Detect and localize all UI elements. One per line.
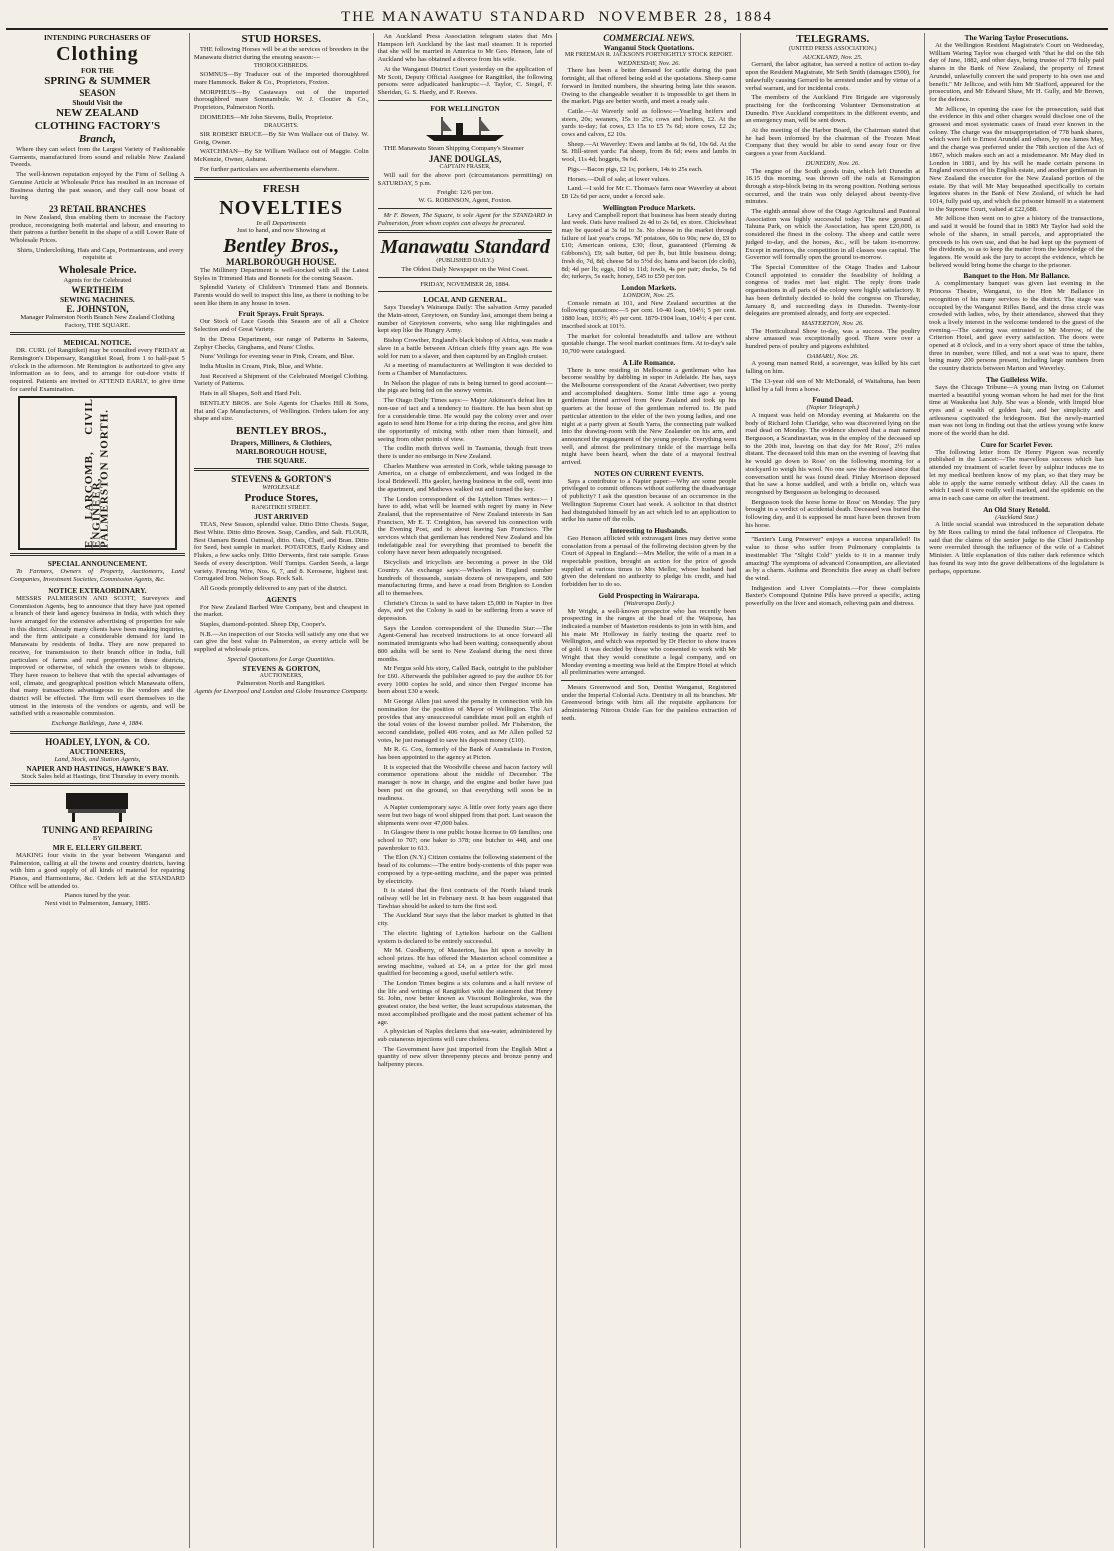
wholesale-price: Wholesale Price. (58, 264, 137, 277)
clothing-for: FOR THE (80, 66, 114, 75)
stock-text: Our Stock of Lace Goods this Season are of all a Choice Selection and of Great Variety. (193, 318, 369, 334)
freight: Freight: 12/6 per ton. (437, 189, 494, 197)
horse-4: SIR ROBERT BRUCE—By Sir Wm Wallace out of Daisy. W. Greig, Owner. (193, 131, 369, 146)
c4-para-13: Mr Wright, a well-known prospector who has recently been prospecting in the ranges at the head of the Waipoua, has indicated a number of Masterton residents to join in with him, and his mate Mr Holloway in fairly testing the quartz reef to Wellington, and which was reported by Dr Hector to show traces of gold. It was decided by those who consented to work with Mr Wright that they would constitute a legal company, and on Monday evening a meeting was held at the Empire Hotel at which all preliminaries were arranged. (561, 607, 737, 677)
column-3 (374, 33, 558, 1548)
clothing-visit: Should Visit the (72, 98, 123, 107)
column-5 (741, 33, 925, 1548)
special-text: To Farmers, Owners of Property, Auctioneers, Land Companies, Investment Societies, Commission Agents, &c. (10, 568, 185, 584)
clothing-factory: CLOTHING FACTORY'S (34, 120, 161, 132)
just-text: Just Received a Shipment of the Celebrated Moeigel Clothing. Variety of Patterns. (193, 372, 369, 388)
wed-date: WEDNESDAY, Nov. 26. (617, 59, 681, 67)
for-wellington: FOR WELLINGTON (430, 103, 500, 113)
clothing-heading: Clothing (56, 43, 139, 65)
c3-para-9: The London correspondent of the Lyttelton Times writes:— I have to add, what will be learned with regret by many in New Zealand, that the representative of New Zealand interests in San Francisco, Mr E. T. Creighton, has severed his connection with the Evening Post, and is about leaving San Francisco. The services which that gentleman has rendered New Zealand and his indefatigable zeal for everything that promised to benefit the colony have never been adequately recognised. (377, 495, 553, 557)
jane-douglas: JANE DOUGLAS, (428, 154, 502, 165)
c3-para-18: In Glasgow there is one public house license to 69 families; one school to 707; one baker to 378; one butcher to 448, and one pawnbroker to 613. (377, 829, 553, 852)
c4-para-3: Sheep.—At Waverley: Ewes and lambs at 9s 6d, 10s 6d. At the St. Hill-street yards: Fat sheep, from 8s 6d; ewes and lambs in wool, 11s 4d; hoggets, 9s 6d. (561, 140, 737, 164)
arrived-line: Just to hand, and now Showing at (236, 227, 326, 235)
c3-para-15: Mr R. G. Cox, formerly of the Bank of Australasia in Foxton, has been appointed to the agency at Picton. (377, 746, 553, 762)
gilbert-name: MR E. ELLERY GILBERT. (52, 842, 143, 852)
c4-para-4: Pigs.—Bacon pigs, £2 1s; porkers, 14s to 25s each. (567, 165, 703, 173)
c5-para-3: At the meeting of the Harbor Board, the Chairman stated that he had been informed by the chairman of the Frozen Meat Company that they would be able to send away four or five cargoes a year from Auckland. (745, 127, 921, 158)
sail-text: Will sail for the above port (circumstances permitting) on SATURDAY, 5 p.m. (377, 172, 553, 187)
hats-text: Hats in all Shapes, Soft and Hard Felt. (199, 390, 302, 398)
dress-text: In the Dress Department, our range of Patterns in Sateens, Zephyr Checks, Ginghams, and Nuns' Cloths. (193, 335, 369, 351)
c6-para-1: At the Wellington Resident Magistrate's Court on Wednesday, William Waring Taylor was charged with "that he did on the 6th day of June, 1882, and other days, being trustee of 778 fully paid shares in the Bank of New Zealand, the property of Ernest Arundel, unlawfully convert the said property to his own use and benefit." Mr Jellicoe, and with him Mr Stafford, appeared for the prosecution, and Mr Edward Shaw, Mr H. Gully, and Mr Brown, for the defence. (929, 42, 1104, 103)
telegrams-heading: TELEGRAMS. (796, 33, 870, 45)
piano-icon (10, 789, 185, 823)
divider (378, 291, 553, 292)
columns (6, 33, 1108, 1548)
c6-para-2: Mr Jellicoe, in opening the case for the prosecution, said that the evidence in this and other charges would disclose one of the grossest and most systematic cases of fraud ever known in the colony. The charge was the misappropriation of 778 bank shares, which were left to Ernest Arundel and others, by one James May, and the charge was preferred under the 78th section of the Act of 1867, which makes such an act a misdemeanor. Mr May died in London in 1881, and by his will he made certain persons in England executors of his English estate, and another gentleman in New Zealand the executor for the New Zealand portion of the estate. By that will Mr May bequeathed specifically to certain legatees shares in the Bank of New Zealand, of which he had 1014, fully paid up, and which the prisoner himself in a statement to the Supreme Court, valued at £22,688. (929, 105, 1104, 213)
sg-insurance: Agents for Liverpool and London and Globe Insurance Company. (194, 687, 368, 695)
c3-para-19: The Elon (N.Y.) Citizen contains the following statement of the head of its columns:—The entire body-contents of this paper was composed by a type-setting machine, and the paper was printed by electricity. (377, 854, 553, 885)
found-heading: Found Dead. (812, 395, 854, 405)
wertheim: WERTHEIM (71, 284, 124, 295)
c4-para-5: Horses.—Dull of sale; at lower values. (567, 175, 670, 183)
c4-para-6: Land.—I sold for Mr C. Thomas's farm near Waverley at about £8 12s 6d per acre, under a forced sale. (561, 185, 737, 200)
divider (10, 783, 185, 786)
retail-branches: 23 RETAIL BRANCHES (48, 203, 146, 214)
c5-para-12: "Baxter's Lung Preserver" enjoys a success unparalleled! Its value to those who suffer from Pulmonary complaints is inestimable! The "Slight Cold" yields to it in a manner truly amazing! The symptoms of advanced Consumption, are alleviated as by a charm. Asthma and Bronchitis flee away as chaff before the wind. (745, 536, 921, 582)
hoadley-land: Land, Stock, and Station Agents, (54, 755, 141, 763)
sg-heading: STEVENS & GORTON, (242, 663, 321, 673)
clothing-nz: NEW ZEALAND (56, 107, 139, 119)
notes-heading: NOTES ON CURRENT EVENTS. (594, 468, 704, 478)
c3-para-10: Bicyclists and tricyclists are becoming a power in the Old Country. An exchange says:—Wheelers in England number hundreds of thousands, sustain dozens of newspapers, and 500 manufacturing firms, and have a road from Brighton to London all to themselves. (377, 559, 553, 597)
issue-date: FRIDAY, NOVEMBER 28, 1884. (420, 280, 510, 288)
c3-para-6: The Otago Daily Times says:— Major Atkinson's defeat lies in non-use of tact and a tendency to fissiture. He has been shut up for a considerable time. He would pay the colony over and over again to send him Home for a trip during the recess, and give him the opportunity of mixing with other men than himself, and seeing from other points of view. (377, 397, 553, 443)
sg-palm: Palmerston North and Rangitikei. (236, 680, 326, 688)
agents-line: Agents for the Celebrated (63, 277, 132, 285)
c5-para-4: The engine of the South goods train, which left Dunedin at 18.15 this morning, was thrown off the rails at Kensington through a stop-block being in its wrong position. Nothing serious occurred, and the train was only delayed about twenty-five minutes. (745, 167, 921, 206)
divider (378, 277, 553, 278)
c3-para-23: Mr M. Cuodberry, of Masterton, has hit upon a novelty in school prizes. He has offered the Masterton school committee a sewing machine, valued at £4, as a prize for the girl most qualified for becoming a good, useful settler's wife. (377, 947, 553, 978)
quotes-line: Special Quotations for Large Quantities. (227, 655, 336, 663)
all-goods: All Goods promptly delivered to any part of the district. (199, 584, 348, 592)
c5-para-11: Bergusson took the horse home to Ross' on Monday. The jury brought in a verdict of accidental death. Deceased was buried the following day, and it is supposed he must have been thrown from his horse. (745, 498, 921, 529)
sewing-machines: SEWING MACHINES. (60, 294, 135, 304)
staples-text: Staples, diamond-pointed. Sheep Dip, Cooper's. (199, 621, 327, 629)
c3-para-12: Says the London correspondent of the Dunedin Star:—The Agent-General has received instructions to at once forward all nominated immigrants who had been waiting; consequently about 800 adults will be sent to New Zealand during the next three months. (377, 624, 553, 663)
c4-para-9: The market for colonial breadstuffs and tallow are without quotable change. The wool market continues firm. At to-day's sale 10,700 were catalogued. (561, 332, 737, 355)
india-text: India Muslin in Cream, Pink, Blue, and White. (199, 362, 323, 370)
c5-para-1: Gerrard, the labor agitator, has served a notice of action to-day upon the Resident Magistrate, Mr Seth Smith (damages £500), for unlawfully causing Gerrard to be arrested under and by virtue of a verbal warrant, and for incidental costs. (745, 61, 921, 92)
c3-para-3: Bishop Crowther, England's black bishop of Africa, was made a slave in a battle between African chiefs fifty years ago. He was sold for rum to a slaver, and then captured by an English cruiser. (377, 337, 553, 360)
c4-para-2: Cattle.—At Waverly sold as follows:—Yearling heifers and steers, 20s; weaners, 15s to 25s; cows and heifers, £2. At the yards to-day; fat cows, £3 15s to £5 7s 6d; store cows, £2 2s; cows and calves, £2 10s. (561, 107, 737, 139)
gold-sub: (Wairarapa Daily.) (623, 599, 675, 607)
clothing-text-3: in New Zealand, thus enabling them to increase the Factory produce, reconsigning both material and labour, and ensuring to their patrons a further benefit in the shape of a still Lower Rate of Wholesale Prices. (10, 213, 185, 245)
guileless-heading: The Guileless Wife. (985, 374, 1048, 384)
c6-para-7: A little social scandal was introduced in the separation debate by Mr Rees calling to mind the fatal influence of Cleopatra. He said that the claims of the senior judge to the Chief Justiceship were overruled through the influence of the wife of a Cabinet Minister. A little explanation of this rather dark reference which has found its way into the grave deliberations of the legislature is perhaps, opportune. (929, 521, 1104, 575)
c3-para-20: It is stated that the first contracts of the North Island trunk railway will be let in February next. It has been suggested that Tawhiao should be asked to turn the first sod. (377, 887, 553, 910)
wanganui-heading: Wanganui Stock Quotations. (603, 43, 695, 52)
clothing-season: SPRING & SUMMER (44, 75, 151, 87)
c3-para-21: The Auckland Star says that the labor market is glutted in that city. (377, 912, 553, 928)
just-arrived: JUST ARRIVED (254, 512, 309, 522)
marlborough-heading-2: MARLBOROUGH HOUSE, (235, 446, 327, 456)
divider (10, 731, 185, 734)
hoadley-sales: Stock Sales held at Hastings, first Thursday in every month. (21, 772, 180, 780)
hoadley-auct: AUCTIONEERS, (69, 746, 126, 756)
produce-heading: Produce Stores, (244, 491, 318, 504)
c3-para-2: Says Tuesday's Wairarapa Daily: The salvation Army paraded the Main-street, Greytown, on Sunday last, amongst them being a number of Greytown converts, who sang like nightingales and kept step like the Hungry Army. (377, 304, 553, 335)
c4-para-11: Says a contributor to a Napier paper:—Why are some people privileged to commit offences without suffering the disadvantage of publicity? I ask the question because of an occurrence in the Wellington Supreme Court last week. A solicitor in that district had disinguished himself by an act which led to an application to strike his name off the rolls. (561, 477, 737, 524)
medical-heading: MEDICAL NOTICE. (63, 338, 132, 348)
stevens-heading: STEVENS & GORTON'S (231, 473, 332, 484)
cure-heading: Cure for Scarlet Fever. (980, 439, 1053, 449)
larcomb-card (18, 396, 177, 550)
c3-para-11: Christie's Circus is said to have taken £5,000 in Napier in five days, and yet the Colony is said to be suffering from a wave of depression. (377, 599, 553, 623)
ship-text: THE Manawatu Steam Shipping Company's Steamer (383, 144, 524, 152)
divider (378, 230, 553, 233)
bentley-heading-2: BENTLEY BROS., (236, 424, 327, 437)
c6-para-4: A complimentary banquet was given last evening in the Princess Theatre, Wanganui, to the Hon Mr Ballance in recognition of his many services to the district. The stage was occupied by the Wanganui Rifles Band, and the dress circle was crowded with ladies, who, by their attendance, showed that they took a lively interest in the welcome tendered to the guest of the evening.—The catering was entrusted to Mr Morrow, of the Criterion Hotel, and gave every satisfaction. The doors were opened at 8 o'clock, and in a very short space of time the tables, three in number, were filled, and not a seat was to spare, there being many 200 persons present, including large numbers from the country districts between Marton and Waverley. (929, 280, 1104, 373)
auckland-date: AUCKLAND, Nov. 25. (803, 53, 863, 61)
masthead-title: THE MANAWATU STANDARD (341, 8, 587, 25)
commercial-heading: COMMERCIAL NEWS. (603, 33, 695, 43)
bentley-heading: Bentley Bros., (223, 234, 340, 257)
divider (194, 177, 369, 180)
nuns-text: Nuns' Veilings for evening wear in Pink, Cream, and Blue. (199, 353, 355, 361)
banquet-heading: Banquet to the Hon. Mr Ballance. (963, 271, 1070, 281)
ship-agent: W. G. ROBINSON, Agent, Foxton. (418, 197, 512, 205)
divider (745, 532, 920, 533)
c4-para-10: There is now residing in Melbourne a gentleman who has become wealthy by dabbling in super in Adelaide. He has, says the Melbourne correspondent of the Ararat Advertiser, two pretty and accomplished daughters. Some little time ago a young gentleman friend arrived from New Zealand and took up his quarters at the house of the gentleman referred to. He paid particular attention to the elder of the two young ladies, and one night at a party given at South Yarra, the connecting pair walked into the drawing-room with the New Zealander on his arm, and announced the engagement of the young people. Everything went well, and almost the preliminary tinkle of the marriage bells might have been heard, when the date of a mayoral festival arrived. (561, 366, 737, 467)
next-visit: Next visit to Palmerston, January, 1885. (44, 900, 151, 908)
divider (194, 468, 369, 471)
special-heading: SPECIAL ANNOUNCEMENT. (47, 559, 148, 569)
old-story-sub: (Auckland Star.) (995, 513, 1038, 521)
clothing-text-4: Shirts, Underclothing, Hats and Caps, Portmanteaus, and every requisite at (17, 246, 184, 262)
nb-text: N.B.—An inspection of our Stocks will satisfy any one that we can give the best value in Palmerston, as every article will be supplied at wholesale prices. (193, 630, 369, 654)
clothing-branch: Branch, (78, 133, 116, 145)
clothing-text-1: Where they can select from the Largest Variety of Fashionable Garments, manufactured from sound and reliable New Zealand Tweeds. (10, 146, 185, 169)
extra-heading: NOTICE EXTRAORDINARY. (48, 585, 147, 595)
dunedin-date: DUNEDIN, Nov. 26. (805, 159, 860, 167)
interesting-heading: Interesting to Husbands. (610, 525, 688, 535)
c5-para-13: Indigestion and Liver Complaints.—For these complaints Baxter's Compound Quinine Pills have proved a specific, acting powerfully on the liver and stomach, relieving pain and distress. (745, 584, 921, 608)
copies-text: Mr F. Bowen, The Square, is sole Agent for the STANDARD in Palmerston, from whom copies can always be procured. (377, 211, 553, 227)
c4-para-7: Levy and Campbell report that business has been steady during last week. Oats have realised 2s 4d to 2s 6d, ex store. Chickwheat may be quoted at 3s 6d to 3s. No cheese in the market through failure of last year's crops. 'M' potatoes, 60s to 90s; new do, £9 to £10; American onions, £30; flour, guaranteed (Fleming & Gibbons's), £9; salt butter, 6d per lb, but little business doing; fresh do, 7d, 8d; cheese 5d to 5½d do; hams and bacon (do cloth), 8d; 4d per lb; eggs, 10d to 11d; fowls, 4s per pair; ducks, 5s 6d do; turkeys, 5s each; honey, £45 to £50 per ton. (561, 211, 737, 281)
c3-para-14: Mr George Allen just saved the penalty in connection with his nomination for the position of Mayor of Wellington. The Act provides that any unsuccessful candidate must poll an eighth of the total votes of the lowest number polled. Mr Fisherston, the second candidate, polled 406 votes, and as Mr Allen polled 52 votes, he just managed to save his deposit money (£10). (377, 698, 553, 744)
manager-line: Manager Palmerston North Branch New Zealand Clothing Factory, THE SQUARE. (20, 313, 175, 329)
larcomb-text: E. LARCOMB, CIVIL ENGINEER, PALMERSTON NORTH. (82, 398, 111, 549)
marlborough-heading: MARLBOROUGH HOUSE. (225, 256, 337, 267)
c4-para-12: Geo Henson afflicted with extravagant lines may derive some consolation from a perusal of the following decision given by the Court of Appeal in England:—Mrs Mellor, the wife of a man in a respectable position, brought an action for the price of goods supplied at various times to Mrs Mellor, whose husband had given the defendant no authority to pledge his credit, and had forbidden her to do so. (561, 534, 737, 589)
column-4 (557, 33, 741, 1548)
life-heading: A Life Romance. (622, 357, 676, 367)
oldest-line: The Oldest Daily Newspaper on the West Coast. (401, 265, 529, 273)
local-heading: LOCAL AND GENERAL. (423, 295, 507, 305)
column-2 (190, 33, 374, 1548)
barbed-text: For New Zealand Barbed Wire Company, best and cheapest in the market. (193, 603, 369, 619)
oamaru-date: OAMARU, Nov. 26. (806, 352, 859, 360)
horse-5: WATCHMAN—By Sir William Wallace out of Maggie. Colin McKenzie, Owner, Ashurst. (193, 148, 369, 164)
c3-para-0: An Auckland Press Association telegram states that Mrs Hampson left Auckland by the last mail steamer. It is reported that she will be married in America to Mr Geo. Henson, late of Auckland who has obtained a divorce from his wife. (377, 33, 553, 64)
c3-para-17: A Napier contemporary says: A little over forty years ago there were but two bags of wool shipped from that port. Last season the shipments were over 47,000 bales. (377, 804, 553, 827)
found-sub: (Napier Telegraph.) (806, 404, 859, 412)
old-story-heading: An Old Story Retold. (983, 504, 1051, 514)
c6-para-3: Mr Jellicoe then went on to give a history of the transactions, and said it would be found that in 1883 Mr Taylor had sold the whole of the shares, in small parcels, and appropriated the proceeds to his own use, and that he had kept up the payment of the dividends, so as to keep the matter from the knowledge of the legatees. He would ask the jury to accept the evidence, which he believed would bring home the charge to the prisoner. (929, 215, 1104, 269)
millinery-text: The Millinery Department is well-stocked with all the Latest Styles in Trimmed Hats and Bonnets for the coming Season. (193, 266, 369, 282)
medical-text: DR. CURL (of Rangitikei) may be consulted every FRIDAY at Remington's Dispensary, Rangitikei Road, from 1 to half-past 5 o'clock in the afternoon. Mr Remington is authorized to give any information as to fees, and to arrange for out-door visits if required. Patients are invited to ATTEND EARLY, to give time for careful Examination. (10, 347, 185, 393)
c3-para-22: The electric lighting of Lyttelton harbour on the Gallieni system is declared to be entirely successful. (377, 929, 553, 945)
square-heading: THE SQUARE. (256, 455, 307, 465)
tuning-by: BY (92, 835, 102, 843)
c3-para-7: The codlin moth thrives well in Tasmania, though fruit trees there is under no embargo in New Zealand. (377, 445, 553, 461)
waring-heading: The Waring Taylor Prosecutions. (964, 33, 1069, 42)
c3-para-1: At the Wanganui District Court yesterday on the application of Mr Scott, Deputy Official Assignee for Rangitikei, the following persons were adjudicated bankrupts:—J. Taylor, C. Siegel, F. Sheridan, G. S. Hardy, and F. Reeves. (377, 65, 553, 96)
c3-para-8: Charles Matthew was arrested in Cork, while taking passage to America, on a charge of embezzlement, and was lodged in the local Bridewell. His gaoler, having business in the cell, went into the apartment, and Mathews walked out and turned the key. (377, 462, 553, 493)
column-1 (6, 33, 190, 1548)
clothing-intro: INTENDING PURCHASERS OF (44, 33, 151, 42)
agents-heading: AGENTS (266, 594, 297, 604)
c5-para-6: The Special Committee of the Otago Trades and Labour Council appointed to consider the feasibility of holding a congress of trades met last night. The reply from trade organisations in all parts of the colony were highly satisfactory. It has been definitely decided to hold the congress on Thursday, January 8, and succeeding days in Dunedin. Twenty-four delegates are promised already, and forty are expected. (745, 263, 921, 318)
divider (10, 332, 185, 335)
press-assoc: (UNITED PRESS ASSOCIATION.) (788, 46, 877, 52)
published-daily: (PUBLISHED DAILY.) (436, 258, 494, 265)
c5-para-8: A young man named Reid, a scavenger, was killed by his cart falling on him. (745, 360, 921, 376)
masthead (6, 6, 1108, 30)
clothing-text-2: The well-known reputation enjoyed by the Firm of Selling A Genuine Article at Wholesale Price has resulted in an increase of Business during the past season, and they call now boast of having (10, 171, 185, 202)
rangitikei-street: RANGITIKEI STREET. (251, 504, 311, 511)
divider (10, 553, 185, 556)
stud-further: For further particulars see advertisements elsewhere. (199, 165, 339, 173)
paper-title: Manawatu Standard (380, 236, 550, 259)
wholesale-label: WHOLESALE (262, 483, 301, 491)
c3-para-13: Mr Fergus sold his story, Called Back, outright to the publisher for £60. Afterwards the publisher agreed to pay the author £6 for every 1000 copies he sold, and since then Fergus' income has been about £30 a week. (377, 665, 553, 696)
sprays-heading: Fruit Sprays. Fruit Sprays. (238, 309, 325, 319)
c4-para-14: Messrs Greenwood and Son, Dentist Wanganui, Registered under the Imperial Colonial Acts. Dentistry in all its branches. Mr Greenwood brings with him all the requisite appliances for administering Nitrous Oxide Gas for the painless extraction of teeth. (561, 683, 737, 722)
steamer-icon (378, 115, 553, 143)
splendid-text: Splendid Variety of Children's Trimmed Hats and Bonnets. Parents would do well to inspect this line, as there is nothing to be seen like them in any house in town. (193, 284, 369, 307)
gilbert-text: MAKING four visits in the year between Wanganui and Palmerston, calling at all the towns and country districts, having with him a good supply of all kinds of material for repairing Pianos, and Harmoniums, &c. Orders left at the STANDARD Office will be attended to. (10, 851, 185, 890)
divider (378, 208, 553, 209)
london-heading: London Markets. (621, 282, 677, 292)
drapers-heading: Drapers, Milliners, & Clothiers, (230, 437, 332, 447)
sg-auct: AUCTIONEERS, (259, 672, 303, 679)
thoro-heading: THOROUGHBREDS. (253, 63, 309, 70)
hoadley-heading: HOADLEY, LYON, & CO. (45, 736, 150, 747)
tuning-heading: TUNING AND REPAIRING (42, 825, 153, 836)
london-date: LONDON, Nov. 25. (623, 291, 675, 299)
gold-heading: Gold Prospecting in Wairarapa. (598, 590, 700, 600)
johnston: E. JOHNSTON, (66, 303, 129, 314)
captain: CAPTAIN FRASER, (439, 164, 491, 171)
c3-para-24: The London Times begins a six columns and a half review of the life and writings of Rangitikei with the statement that Henry St. John, now better known as Viscount Bolingbroke, was the greatest orator, the best writer, the least scrupulous statesman, the most accomplished profligate and the most patient schemer of his age. (377, 980, 553, 1026)
c5-para-7: The Horticultural Show to-day, was a success. The poultry show amassed was exceptionally good. There were over a hundred pens of poultry and pigeons exhibited. (745, 327, 921, 351)
divider (378, 100, 553, 101)
c3-para-5: In Nelson the plague of rats is being turned to good account—the pigs are being fed on the snowy vermin. (377, 379, 553, 395)
pianos-tuned: Pianos tuned by the year. (64, 892, 131, 900)
hoadley-napier: NAPIER AND HASTINGS, HAWKE'S BAY. (26, 763, 169, 773)
stud-text: THE following Horses will be at the services of breeders in the Manawatu district during the ensuing season:— (193, 46, 369, 61)
c4-para-1: There has been a better demand for cattle during the past fortnight, all that offered being sold at the quotations. Sheep came forward in limited numbers, the shearing being late this season. Owing to the changeable weather it is impossible to get them in the market. Pigs are better worth, and meet a ready sale. (561, 67, 737, 106)
depts-line: In all Departments (256, 219, 307, 227)
c5-para-2: The members of the Auckland Fire Brigade are vigorously practising for the forthcoming Volunteer Demonstration at Dunedin. Five Auckland competitors in the different events, and an emergency man, will be sent down. (745, 94, 921, 125)
divider (561, 680, 736, 681)
c6-para-5: Says the Chicago Tribune—A young man living on Calumet married a beautiful young woman whom he had met for the first time at Waukesha last July. She was a blonde, with limpid blue eyes and a wealth of golden hair, and her simplicity and artlessness captivated the bridegroom. But the newly-married man was not long in finding out that the artless young wife knew more of the world than he did. (929, 383, 1104, 438)
horse-1: SOMNUS—By Traducer out of the imported thoroughbred mare Hammock. Baker & Co., Proprietors, Foxton. (193, 71, 369, 86)
extra-address: Exchange Buildings, June 4, 1884. (51, 720, 144, 728)
fresh-heading: FRESH (262, 182, 300, 195)
wellington-produce-heading: Wellington Produce Markets. (602, 202, 696, 212)
c3-para-25: A physician of Naples declares that sea-water, administered by sub cutaneous injections will cure cholera. (377, 1028, 553, 1043)
c5-para-9: The 13-year old son of Mr McDonald, of Waitahuna, has been killed by a fall from a horse. (745, 377, 921, 393)
produce-list: TEAS, New Season, splendid value. Ditto Ditto Chests. Sugar, Best White. Ditto ditto Brown. Soap, Candles, and Salt. FLOUR, Best Oamaru Brand. Oatmeal, ditto. Oats, Chaff, and Bran. Ditto for Seed, best sample in market. POTATOES, Early Kidney and Flukes, a few sacks only. Ditto Derwents, first rate sample. Grass Seeds of every description. Wolf Turnips. Garden Seeds, a large variety. Fencing Wire, Nos. 6, 7, and 8. Kerosene, highest test. Corrugated Iron. Nelson Soap. Rock Salt. (193, 521, 369, 583)
column-6 (925, 33, 1108, 1548)
masterton-date: MASTERTON, Nov. 26. (801, 319, 864, 327)
c3-para-26: The Government have just imported from the English Mint a quantity of new silver threepenny pieces and bronze penny and halfpenny pieces. (377, 1045, 553, 1069)
fortnight-heading: MR FREEMAN R. JACKSON'S FORTNIGHTLY STOCK REPORT. (564, 52, 733, 58)
horse-3: DIOMEDES—Mr John Stevens, Bulls, Proprietor. (199, 113, 334, 121)
agents2-text: BENTLEY BROS. are Sole Agents for Charles Hill & Sons, Hat and Cap Manufacturers, of Wellington. Orders taken for any shape and size. (193, 399, 369, 423)
stud-heading: STUD HORSES. (241, 33, 321, 45)
c4-para-8: Console remain at 101, and New Zealand securities at the following quotations:—5 per cent. 10-40 loan, 104½; 5 per cent. 1880 loan, 103½; 4½ per cent. 1879-1904 loan, 104½; 4 per cent. inscribed stock at 101½. (561, 299, 737, 330)
drafts-heading: DRAUGHTS. (264, 123, 299, 130)
clothing-season-2: SEASON (79, 88, 116, 98)
masthead-date: NOVEMBER 28, 1884 (598, 8, 773, 25)
novelties-heading: NOVELTIES (219, 196, 344, 219)
c3-para-4: At a meeting of manufacturers at Wellington it was decided to form a Chamber of Manufactures. (377, 362, 553, 377)
horse-2: MORPHEUS—By Castaways out of the imported thoroughbred mare Somnambule. W. J. Cloutier & Co., Proprietors, Palmerston North. (193, 88, 369, 111)
extra-text: MESSRS PALMERSON AND SCOTT, Surveyors and Commission Agents, beg to announce that they have just opened a branch of their land agency business in India, with which they have arranged for the extensive advertising of properties for sale in this district. Already many clients have been making inquiries, and the firm anticipate a considerable demand for land in Manawatu by residents of India. They are now prepared to receive, for transmission to their branch office in India, full particulars of farms and rural properties in these districts, improved or otherwise, of which the owners wish to dispose. They have reason to believe that with the special advantages of soil, climate, and geographical position which Manawatu offers, that many transactions advantageous to the vendors and the district will be effected. The firm will exert themselves to the utmost in the interests of the vendors or agents, and will be satisfied with a reasonable commission. (10, 594, 185, 718)
c6-para-6: The following letter from Dr Henry Pigeon was recently published in the Lancet:—The marvellous success which has attended my treatment of scarlet fever by sulphur induces me to let my medical brethren know of my plan, so that they may be able to apply the same remedy without delay. All the cases in which I used it were really well marked, and the epidemic on the area in each case came on after the treatment. (929, 448, 1104, 502)
c3-para-16: It is expected that the Woodville cheese and bacon factory will commence operations about the middle of December. The manager is now in charge, and the engine and boiler have just been put on the ground, so that everything will soon be in readiness. (377, 763, 553, 802)
c5-para-5: The eighth annual show of the Otago Agricultural and Pastoral Association was highly successful today. The new ground at Tahuna Park, on which the Association, has spent £20,000, is considered the finest in the colony. The sheep and cattle were judged to-day, and the horses, &c., will be taken to-morrow. Except in merinos, the competition in all classes was capital. The Governor will formally open the ground to-morrow. (745, 208, 921, 262)
c5-para-10: A inquest was held on Monday evening at Makaretu on the body of Richard John Claridge, who was discovered lying on the road dead on Monday. The evidence showed that a man named Bergusson, a Scandinavian, was in the employ of the deceased up to the 20th inst, leaving on that day for Mr Ross', 2½ miles distant. The deceased told this man on the evening of leaving that he would go down to Ross' on the following morning for a stockyard to weigh his wool. No one saw the deceased since that conversation until he was found dead. Finlay Morrison deposed that he saw a horse saddled, and with a bridle on, which was recognised by Bergusson as belonging to deceased. (745, 411, 921, 496)
